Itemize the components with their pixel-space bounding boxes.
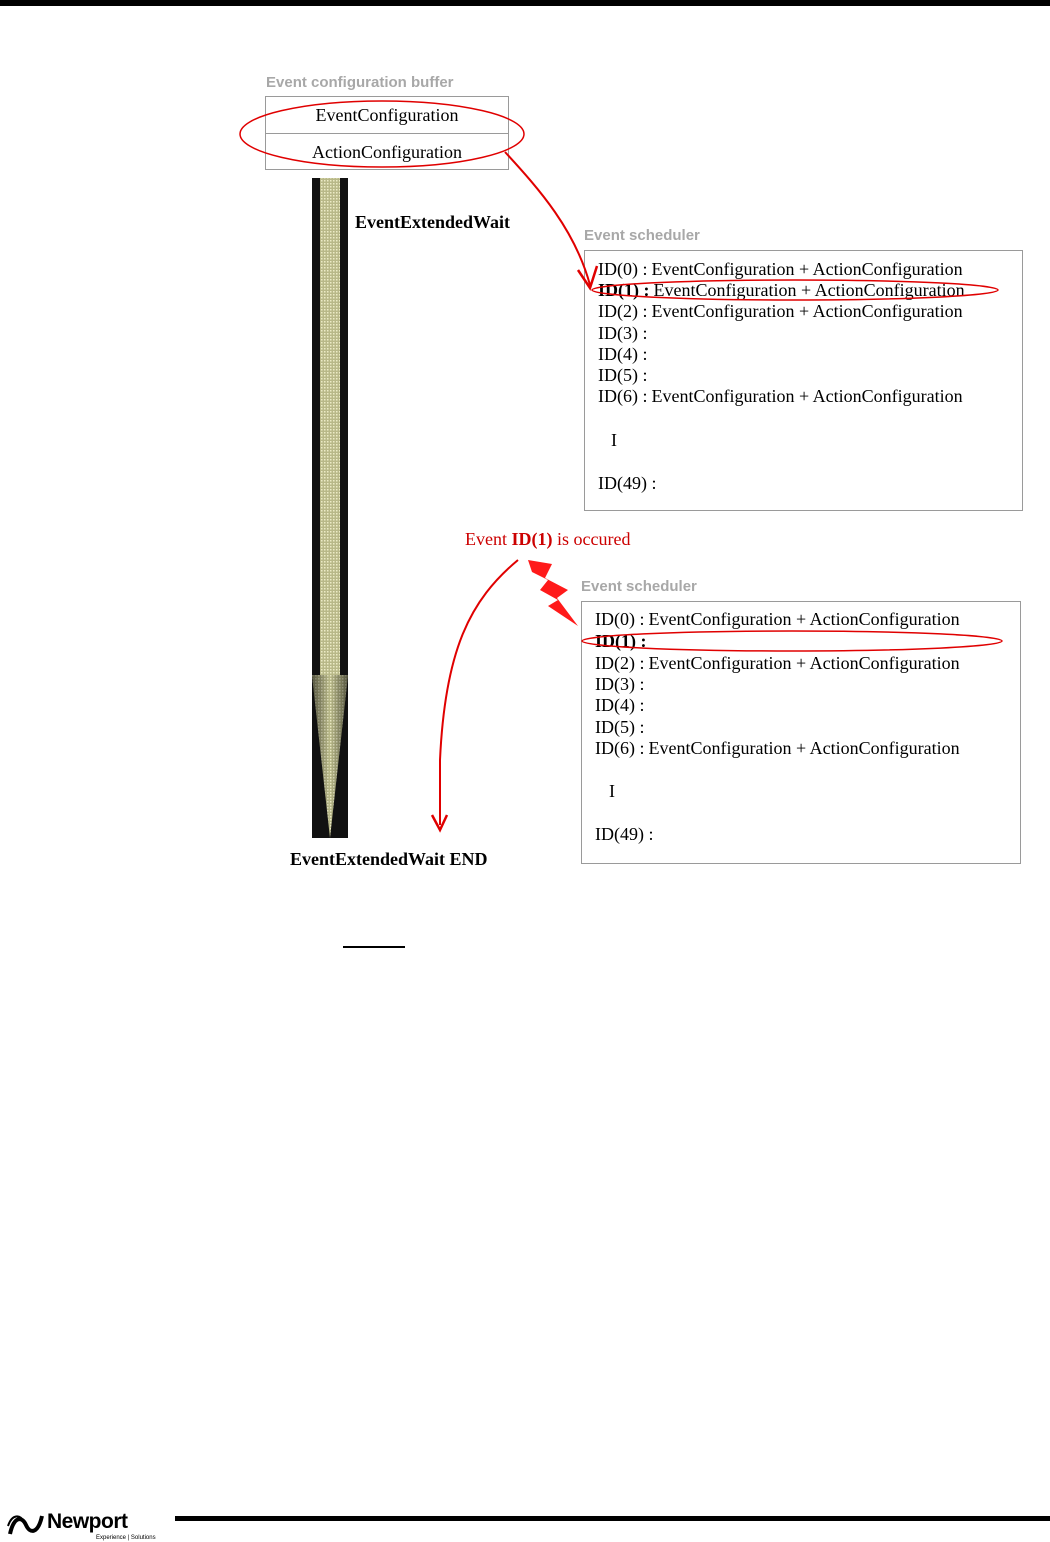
event-occurred-id: ID(1) <box>511 529 553 549</box>
scheduler-row: ID(2) : EventConfiguration + ActionConfiguration <box>595 653 960 673</box>
arrow-to-scheduler <box>505 152 590 285</box>
wait-timeline-bar <box>312 178 348 838</box>
scheduler-row-highlighted: ID(1) : EventConfiguration + ActionConfiguration <box>598 280 965 300</box>
newport-logo-wordmark: Newport <box>47 1510 128 1533</box>
event-extended-wait-label: EventExtendedWait <box>355 212 511 232</box>
scheduler-row: ID(5) : <box>595 717 645 737</box>
newport-logo-tagline: Experience | Solutions <box>96 1535 156 1541</box>
scheduler-row-highlighted: ID(1) : <box>595 631 647 651</box>
buffer-row-action-configuration: ActionConfiguration <box>266 133 508 170</box>
buffer-row-event-configuration: EventConfiguration <box>315 105 459 125</box>
scheduler-row: ID(4) : <box>595 695 645 715</box>
scheduler-ellipsis: I <box>611 430 617 450</box>
lightning-bolt-icon <box>528 560 578 626</box>
scheduler-row: ID(6) : EventConfiguration + ActionConfiguration <box>598 386 963 406</box>
scheduler-row: ID(49) : <box>595 824 654 844</box>
underline-mark <box>343 946 405 948</box>
scheduler-row: ID(5) : <box>598 365 648 385</box>
bottom-rule <box>175 1516 1050 1521</box>
arrow-to-end <box>440 560 518 825</box>
scheduler-row: ID(0) : EventConfiguration + ActionConfiguration <box>595 609 960 629</box>
event-occurred-label <box>465 529 630 550</box>
event-occurred-suffix: is occured <box>557 529 631 549</box>
newport-logo-icon <box>6 1510 46 1540</box>
scheduler-row: ID(2) : EventConfiguration + ActionConfiguration <box>598 301 963 321</box>
buffer-title: Event configuration buffer <box>266 74 454 91</box>
scheduler-ellipsis: I <box>609 781 615 801</box>
scheduler-row: ID(49) : <box>598 473 657 493</box>
scheduler-row: ID(4) : <box>598 344 648 364</box>
scheduler-before-title: Event scheduler <box>584 227 700 244</box>
scheduler-row: ID(3) : <box>595 674 645 694</box>
id1-highlight-oval-after <box>582 631 1002 651</box>
buffer-highlight-oval <box>240 101 524 167</box>
scheduler-row: ID(3) : <box>598 323 648 343</box>
event-extended-wait-end-label: EventExtendedWait END <box>290 849 488 869</box>
event-occurred-prefix: Event <box>465 529 507 549</box>
scheduler-row: ID(0) : EventConfiguration + ActionConfiguration <box>598 259 963 279</box>
scheduler-after-title: Event scheduler <box>581 578 697 595</box>
id1-highlight-oval-before <box>592 280 998 300</box>
scheduler-row: ID(6) : EventConfiguration + ActionConfiguration <box>595 738 960 758</box>
